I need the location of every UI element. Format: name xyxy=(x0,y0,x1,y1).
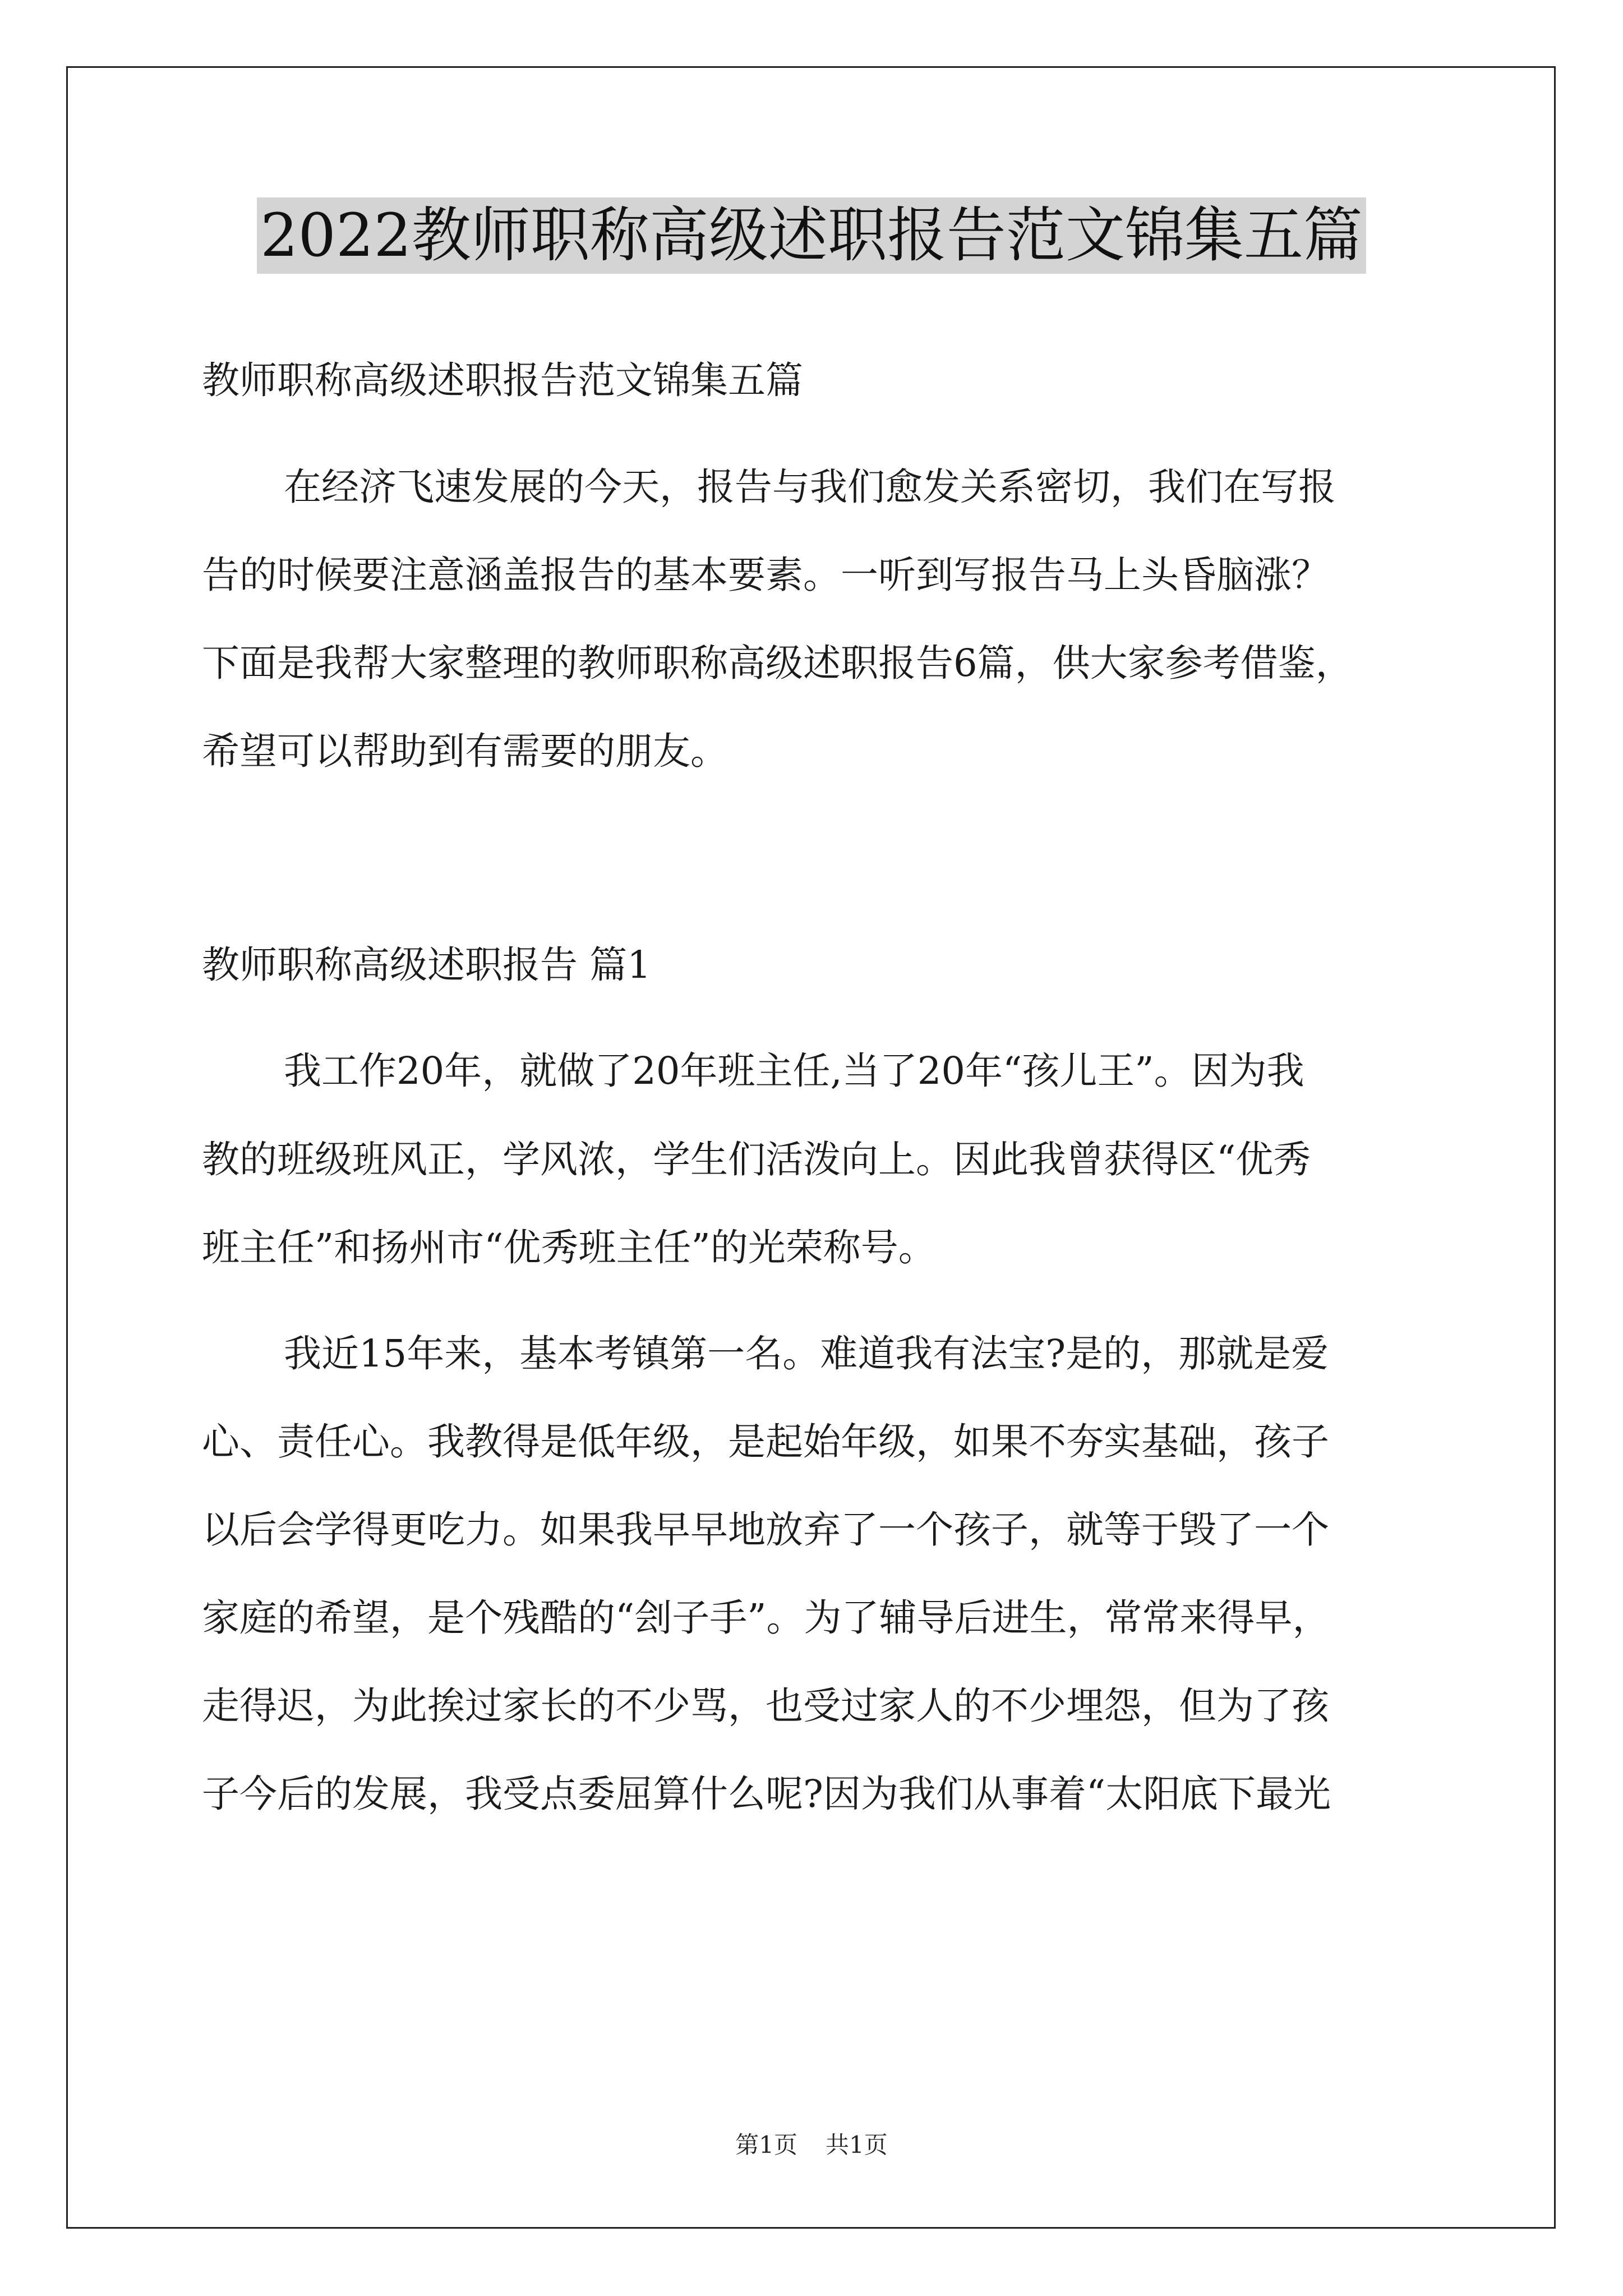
intro-line: 在经济飞速发展的今天，报告与我们愈发关系密切，我们在写报 xyxy=(284,465,1336,509)
intro-line: 希望可以帮助到有需要的朋友。 xyxy=(202,729,728,773)
paragraph-line: 以后会学得更吃力。如果我早早地放弃了一个孩子，就等于毁了一个 xyxy=(202,1508,1329,1552)
intro-line: 下面是我帮大家整理的教师职称高级述职报告6篇，供大家参考借鉴， xyxy=(202,641,1353,685)
paragraph-line: 教的班级班风正，学风浓，学生们活泼向上。因此我曾获得区“优秀 xyxy=(202,1138,1311,1181)
page-number-current: 第1页 xyxy=(735,2131,797,2159)
paragraph-line: 我工作20年，就做了20年班主任,当了20年“孩儿王”。因为我 xyxy=(284,1049,1304,1093)
paragraph-line: 班主任”和扬州市“优秀班主任”的光荣称号。 xyxy=(202,1226,936,1269)
paragraph-line: 子今后的发展，我受点委屈算什么呢?因为我们从事着“太阳底下最光 xyxy=(202,1772,1331,1816)
section-heading: 教师职称高级述职报告 篇1 xyxy=(202,943,651,987)
title-container xyxy=(0,197,1623,274)
paragraph-line: 走得迟，为此挨过家长的不少骂，也受过家人的不少埋怨，但为了孩 xyxy=(202,1684,1329,1728)
paragraph-line: 心、责任心。我教得是低年级，是起始年级，如果不夯实基础，孩子 xyxy=(202,1420,1329,1464)
paragraph-line: 我近15年来，基本考镇第一名。难道我有法宝?是的，那就是爱 xyxy=(284,1332,1329,1375)
document-subtitle: 教师职称高级述职报告范文锦集五篇 xyxy=(202,358,803,402)
page-number-total: 共1页 xyxy=(826,2131,888,2159)
intro-line: 告的时候要注意涵盖报告的基本要素。一听到写报告马上头昏脑涨？ xyxy=(202,553,1329,597)
page-footer xyxy=(0,2131,1623,2159)
paragraph-line: 家庭的希望，是个残酷的“刽子手”。为了辅导后进生，常常来得早， xyxy=(202,1596,1330,1640)
document-title: 2022教师职称高级述职报告范文锦集五篇 xyxy=(257,197,1366,274)
